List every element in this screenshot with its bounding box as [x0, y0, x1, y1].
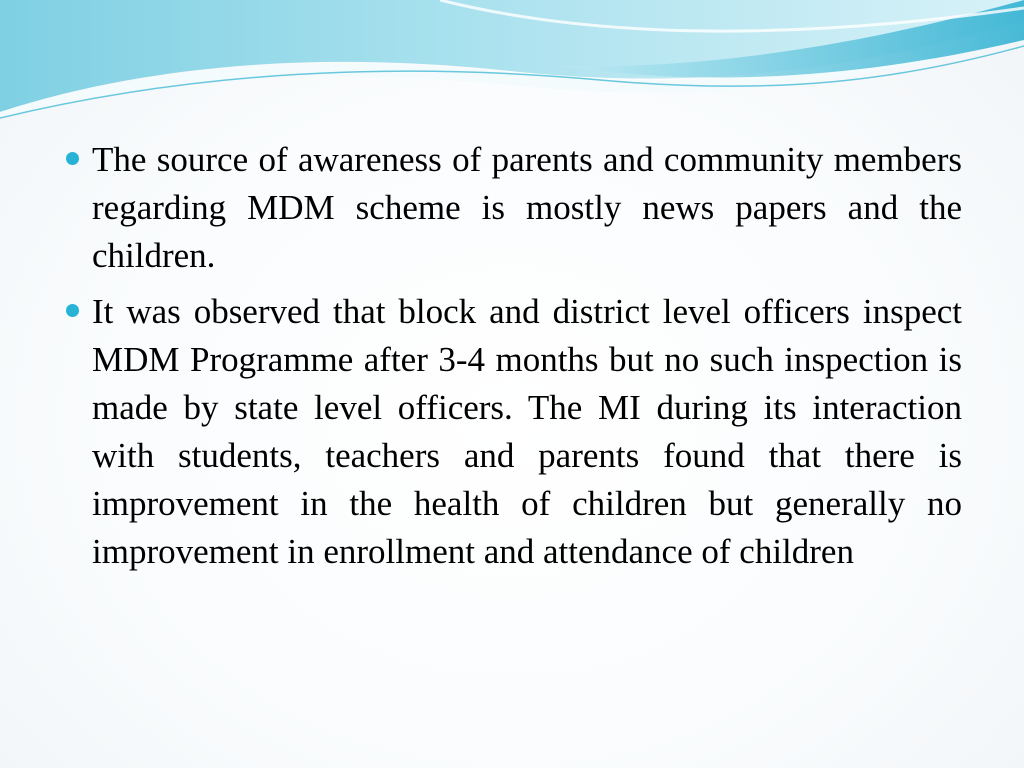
- bullet-text: It was observed that block and district level officers inspect MDM Programme after 3-4 months but no such inspection is made by state level officers. The MI during its interaction with students, teachers and parents found that there is improvement in the health of children but generally no improvement in enrollment and attendance of children: [92, 292, 962, 571]
- bullet-item: [62, 136, 962, 280]
- bullet-dot-icon: [66, 304, 79, 317]
- wave-header-decoration: [0, 0, 1024, 130]
- slide-content: [62, 136, 962, 584]
- bullet-item: [62, 288, 962, 576]
- bullet-list: [62, 136, 962, 576]
- bullet-text: The source of awareness of parents and community members regarding MDM scheme is mostly news papers and the children.: [92, 140, 962, 275]
- bullet-dot-icon: [66, 152, 79, 165]
